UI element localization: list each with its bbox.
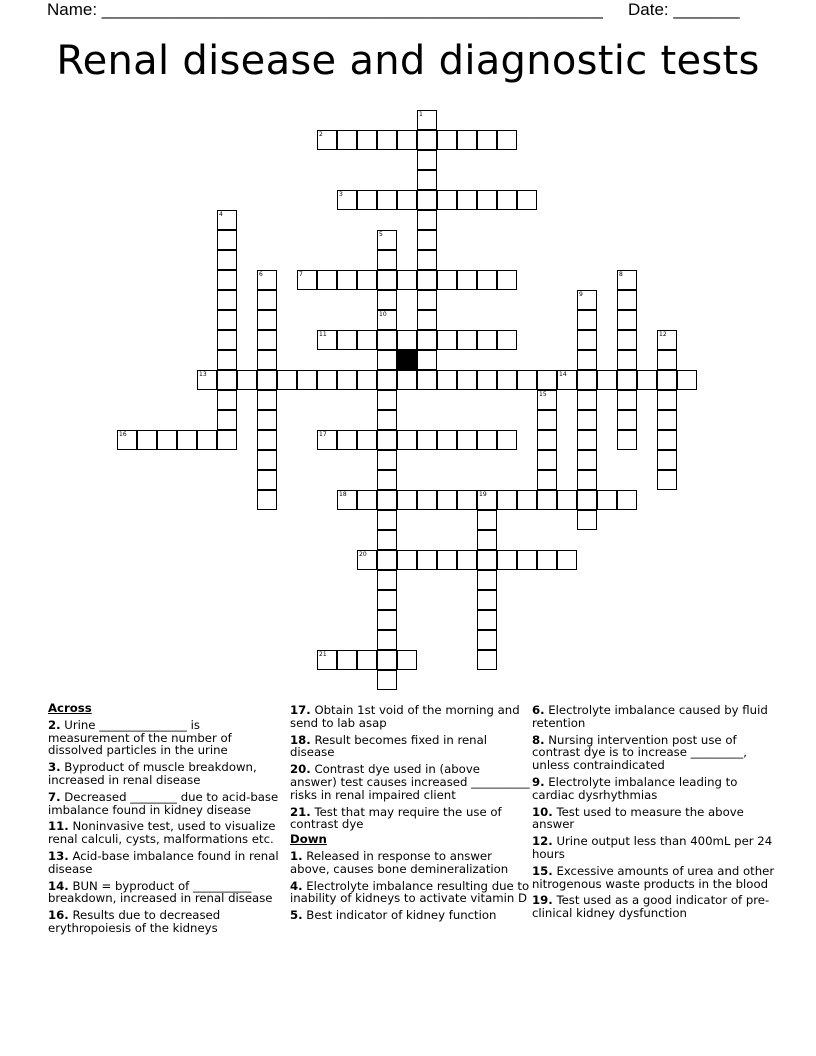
grid-cell[interactable] (557, 370, 577, 390)
grid-cell[interactable] (437, 190, 457, 210)
grid-cell[interactable] (257, 330, 277, 350)
grid-cell[interactable] (617, 310, 637, 330)
grid-cell[interactable] (437, 270, 457, 290)
grid-cell[interactable] (317, 130, 337, 150)
grid-cell[interactable] (577, 410, 597, 430)
grid-cell[interactable] (377, 490, 397, 510)
grid-cell[interactable] (537, 550, 557, 570)
grid-cell[interactable] (357, 370, 377, 390)
grid-cell[interactable] (517, 550, 537, 570)
grid-cell[interactable] (397, 190, 417, 210)
grid-cell[interactable] (457, 130, 477, 150)
grid-cell[interactable] (497, 370, 517, 390)
grid-cell[interactable] (397, 550, 417, 570)
grid-cell[interactable] (417, 310, 437, 330)
grid-cell[interactable] (437, 370, 457, 390)
grid-cell[interactable] (337, 130, 357, 150)
grid-cell[interactable] (377, 190, 397, 210)
grid-cell[interactable] (337, 370, 357, 390)
grid-cell[interactable] (317, 270, 337, 290)
grid-cell[interactable] (377, 670, 397, 690)
grid-cell[interactable] (377, 310, 397, 330)
grid-cell[interactable] (417, 170, 437, 190)
page-title: Renal disease and diagnostic tests (56, 38, 760, 84)
grid-cell[interactable] (617, 410, 637, 430)
grid-cell[interactable] (257, 390, 277, 410)
grid-cell[interactable] (617, 370, 637, 390)
grid-cell[interactable] (537, 450, 557, 470)
cell-number: 4 (219, 211, 223, 218)
grid-cell[interactable] (457, 330, 477, 350)
grid-cell[interactable] (417, 210, 437, 230)
grid-cell[interactable] (537, 490, 557, 510)
cell-number: 13 (199, 371, 207, 378)
grid-cell[interactable] (517, 190, 537, 210)
grid-cell[interactable] (257, 490, 277, 510)
grid-cell[interactable] (497, 430, 517, 450)
clue-down-9: 9. Electrolyte imbalance leading to cardiac dysrhythmias (532, 774, 738, 802)
grid-cell[interactable] (257, 290, 277, 310)
grid-cell[interactable] (417, 290, 437, 310)
grid-cell[interactable] (437, 330, 457, 350)
grid-cell[interactable] (377, 370, 397, 390)
grid-cell[interactable] (477, 530, 497, 550)
grid-cell[interactable] (297, 270, 317, 290)
grid-cell[interactable] (277, 370, 297, 390)
grid-cell[interactable] (557, 490, 577, 510)
grid-cell[interactable] (397, 430, 417, 450)
cell-number: 1 (419, 111, 423, 118)
grid-cell[interactable] (617, 350, 637, 370)
grid-cell[interactable] (477, 630, 497, 650)
grid-cell[interactable] (217, 230, 237, 250)
grid-cell[interactable] (397, 490, 417, 510)
grid-cell[interactable] (457, 370, 477, 390)
grid-cell[interactable] (417, 550, 437, 570)
grid-cell[interactable] (377, 650, 397, 670)
cell-number: 20 (359, 551, 367, 558)
clue-across-21: 21. Test that may require the use of contrast dye (290, 804, 502, 832)
grid-cell[interactable] (657, 430, 677, 450)
grid-cell[interactable] (217, 330, 237, 350)
grid-cell[interactable] (417, 190, 437, 210)
grid-cell[interactable] (417, 270, 437, 290)
grid-cell[interactable] (657, 470, 677, 490)
clue-across-16: 16. Results due to decreased erythropoiesis of the kidneys (48, 908, 221, 935)
clue-across-2: 2. Urine _______________ is measurement of the number of dissolved particles in the urine (48, 717, 232, 758)
grid-cell[interactable] (677, 370, 697, 390)
grid-cell[interactable] (237, 370, 257, 390)
grid-cell[interactable] (377, 390, 397, 410)
grid-cell[interactable] (397, 270, 417, 290)
grid-cell[interactable] (457, 490, 477, 510)
date-line: Date: _______ (628, 0, 740, 19)
grid-cell[interactable] (497, 550, 517, 570)
grid-cell[interactable] (357, 190, 377, 210)
grid-cell[interactable] (217, 310, 237, 330)
grid-cell[interactable] (357, 490, 377, 510)
clue-down-8: 8. Nursing intervention post use of contrast dye is to increase _________, unless contraindicated (532, 732, 747, 773)
grid-cell[interactable] (417, 370, 437, 390)
grid-cell[interactable] (517, 490, 537, 510)
grid-cell[interactable] (577, 290, 597, 310)
grid-cell[interactable] (577, 430, 597, 450)
grid-cell[interactable] (337, 650, 357, 670)
grid-cell[interactable] (637, 370, 657, 390)
clue-column-1 (48, 700, 284, 935)
grid-cell[interactable] (297, 370, 317, 390)
grid-cell[interactable] (337, 190, 357, 210)
grid-cell[interactable] (417, 330, 437, 350)
grid-cell[interactable] (217, 410, 237, 430)
grid-cell[interactable] (417, 130, 437, 150)
grid-cell[interactable] (217, 370, 237, 390)
grid-cell[interactable] (477, 570, 497, 590)
cell-number: 12 (659, 331, 667, 338)
grid-cell[interactable] (257, 430, 277, 450)
grid-cell[interactable] (377, 270, 397, 290)
grid-cell[interactable] (617, 430, 637, 450)
grid-cell[interactable] (257, 270, 277, 290)
grid-cell[interactable] (577, 450, 597, 470)
grid-cell[interactable] (477, 330, 497, 350)
grid-cell[interactable] (377, 470, 397, 490)
across-heading: Across (48, 701, 92, 715)
grid-cell[interactable] (377, 630, 397, 650)
grid-cell[interactable] (177, 430, 197, 450)
grid-cell[interactable] (317, 370, 337, 390)
grid-cell[interactable] (337, 430, 357, 450)
grid-cell[interactable] (197, 370, 217, 390)
grid-cell[interactable] (377, 350, 397, 370)
grid-cell[interactable] (157, 430, 177, 450)
grid-cell[interactable] (377, 530, 397, 550)
grid-cell[interactable] (657, 330, 677, 350)
grid-cell[interactable] (217, 270, 237, 290)
grid-cell[interactable] (597, 490, 617, 510)
grid-cell[interactable] (397, 370, 417, 390)
grid-cell[interactable] (417, 150, 437, 170)
grid-cell[interactable] (417, 350, 437, 370)
grid-cell[interactable] (317, 650, 337, 670)
cell-number: 3 (339, 191, 343, 198)
clue-across-18: 18. Result becomes fixed in renal disease (290, 732, 487, 760)
grid-cell[interactable] (357, 430, 377, 450)
grid-cell[interactable] (617, 290, 637, 310)
grid-cell[interactable] (657, 370, 677, 390)
name-line: Name: _____________________________________________________ (47, 0, 603, 19)
grid-cell[interactable] (657, 410, 677, 430)
cell-number: 6 (259, 271, 263, 278)
grid-cell[interactable] (477, 270, 497, 290)
grid-cell[interactable] (477, 610, 497, 630)
grid-cell[interactable] (517, 370, 537, 390)
grid-cell[interactable] (657, 450, 677, 470)
clue-down-12: 12. Urine output less than 400mL per 24 hours (532, 834, 773, 861)
grid-cell[interactable] (477, 550, 497, 570)
grid-cell[interactable] (457, 430, 477, 450)
grid-cell[interactable] (217, 250, 237, 270)
clue-across-7: 7. Decreased ________ due to acid-base imbalance found in kidney disease (48, 789, 279, 817)
grid-cell[interactable] (477, 590, 497, 610)
grid-cell[interactable] (537, 470, 557, 490)
grid-cell[interactable] (617, 270, 637, 290)
grid-cell[interactable] (597, 370, 617, 390)
grid-cell[interactable] (257, 410, 277, 430)
grid-cell[interactable] (417, 110, 437, 130)
grid-cell[interactable] (657, 390, 677, 410)
grid-cell[interactable] (397, 650, 417, 670)
clue-down-10: 10. Test used to measure the above answer (532, 804, 744, 832)
clue-down-19: 19. Test used as a good indicator of pre-clinical kidney dysfunction (532, 893, 770, 921)
grid-cell[interactable] (497, 490, 517, 510)
cell-number: 18 (339, 491, 347, 498)
grid-cell[interactable] (417, 230, 437, 250)
clue-column-2 (290, 700, 530, 922)
grid-cell[interactable] (497, 130, 517, 150)
grid-cell[interactable] (577, 490, 597, 510)
grid-cell[interactable] (457, 550, 477, 570)
grid-cell[interactable] (257, 450, 277, 470)
cell-number: 17 (319, 431, 327, 438)
grid-cell[interactable] (377, 410, 397, 430)
grid-cell[interactable] (377, 590, 397, 610)
cell-number: 8 (619, 271, 623, 278)
clue-across-20: 20. Contrast dye used in (above answer) test causes increased __________ risks in renal impaired client (290, 762, 530, 802)
clue-across-3: 3. Byproduct of muscle breakdown, increased in renal disease (48, 760, 257, 787)
grid-cell[interactable] (317, 330, 337, 350)
grid-cell[interactable] (217, 390, 237, 410)
grid-cell[interactable] (477, 430, 497, 450)
clue-column-3 (532, 700, 777, 920)
grid-cell[interactable] (617, 490, 637, 510)
cell-number: 15 (539, 391, 547, 398)
clue-across-13: 13. Acid-base imbalance found in renal disease (48, 848, 279, 876)
grid-cell[interactable] (377, 450, 397, 470)
cell-number: 10 (379, 311, 387, 318)
cell-number: 19 (479, 491, 487, 498)
grid-cell[interactable] (377, 290, 397, 310)
grid-cell[interactable] (197, 430, 217, 450)
grid-cell[interactable] (377, 330, 397, 350)
grid-cell[interactable] (617, 390, 637, 410)
grid-cell[interactable] (137, 430, 157, 450)
grid-cell[interactable] (357, 650, 377, 670)
grid-cell[interactable] (577, 310, 597, 330)
grid-cell[interactable] (437, 550, 457, 570)
clue-down-6: 6. Electrolyte imbalance caused by fluid retention (532, 703, 768, 730)
grid-cell[interactable] (577, 370, 597, 390)
grid-cell[interactable] (257, 350, 277, 370)
grid-cell[interactable] (537, 390, 557, 410)
grid-cell[interactable] (377, 230, 397, 250)
grid-cell[interactable] (477, 130, 497, 150)
grid-cell[interactable] (357, 550, 377, 570)
grid-cell[interactable] (397, 330, 417, 350)
grid-cell[interactable] (497, 270, 517, 290)
grid-cell[interactable] (537, 410, 557, 430)
clue-down-4: 4. Electrolyte imbalance resulting due to inability of kidneys to activate vitamin D (290, 878, 530, 906)
cell-number: 14 (559, 371, 567, 378)
grid-cell[interactable] (317, 430, 337, 450)
grid-cell[interactable] (377, 550, 397, 570)
grid-cell[interactable] (377, 250, 397, 270)
grid-cell[interactable] (497, 190, 517, 210)
grid-cell[interactable] (617, 330, 637, 350)
grid-cell[interactable] (537, 430, 557, 450)
grid-cell[interactable] (437, 130, 457, 150)
grid-cell[interactable] (377, 130, 397, 150)
grid-cell[interactable] (577, 350, 597, 370)
grid-cell[interactable] (257, 470, 277, 490)
grid-cell[interactable] (337, 490, 357, 510)
grid-cell[interactable] (357, 130, 377, 150)
grid-cell[interactable] (217, 210, 237, 230)
grid-cell[interactable] (477, 490, 497, 510)
grid-cell[interactable] (217, 290, 237, 310)
grid-cell[interactable] (477, 190, 497, 210)
cell-number: 9 (579, 291, 583, 298)
clue-down-15: 15. Excessive amounts of urea and other nitrogenous waste products in the blood (532, 863, 775, 891)
cell-number: 5 (379, 231, 383, 238)
clue-across-17: 17. Obtain 1st void of the morning and send to lab asap (290, 703, 520, 730)
black-cell (397, 350, 417, 370)
down-heading: Down (290, 832, 327, 847)
grid-cell[interactable] (377, 510, 397, 530)
grid-cell[interactable] (577, 330, 597, 350)
grid-cell[interactable] (117, 430, 137, 450)
grid-cell[interactable] (377, 430, 397, 450)
grid-cell[interactable] (557, 550, 577, 570)
clue-across-14: 14. BUN = byproduct of __________ breakdown, increased in renal disease (48, 878, 273, 906)
grid-cell[interactable] (397, 130, 417, 150)
grid-cell[interactable] (457, 190, 477, 210)
clue-down-5: 5. Best indicator of kidney function (290, 908, 497, 923)
clue-down-1: 1. Released in response to answer above, causes bone demineralization (290, 848, 509, 876)
grid-cell[interactable] (377, 610, 397, 630)
grid-cell[interactable] (477, 650, 497, 670)
grid-cell[interactable] (577, 470, 597, 490)
grid-cell[interactable] (217, 350, 237, 370)
cell-number: 21 (319, 651, 327, 658)
grid-cell[interactable] (357, 330, 377, 350)
grid-cell[interactable] (417, 430, 437, 450)
grid-cell[interactable] (437, 430, 457, 450)
cell-number: 11 (319, 331, 327, 338)
grid-cell[interactable] (577, 390, 597, 410)
grid-cell[interactable] (457, 270, 477, 290)
cell-number: 2 (319, 131, 323, 138)
grid-cell[interactable] (257, 370, 277, 390)
grid-cell[interactable] (217, 430, 237, 450)
grid-cell[interactable] (337, 330, 357, 350)
grid-cell[interactable] (417, 250, 437, 270)
grid-cell[interactable] (537, 370, 557, 390)
grid-cell[interactable] (357, 270, 377, 290)
grid-cell[interactable] (437, 490, 457, 510)
grid-cell[interactable] (477, 510, 497, 530)
grid-cell[interactable] (497, 330, 517, 350)
grid-cell[interactable] (337, 270, 357, 290)
grid-cell[interactable] (417, 490, 437, 510)
grid-cell[interactable] (377, 570, 397, 590)
clue-across-11: 11. Noninvasive test, used to visualize renal calculi, cysts, malformations etc. (48, 819, 276, 847)
grid-cell[interactable] (577, 510, 597, 530)
grid-cell[interactable] (477, 370, 497, 390)
cell-number: 16 (119, 431, 127, 438)
grid-cell[interactable] (657, 350, 677, 370)
grid-cell[interactable] (257, 310, 277, 330)
cell-number: 7 (299, 271, 303, 278)
